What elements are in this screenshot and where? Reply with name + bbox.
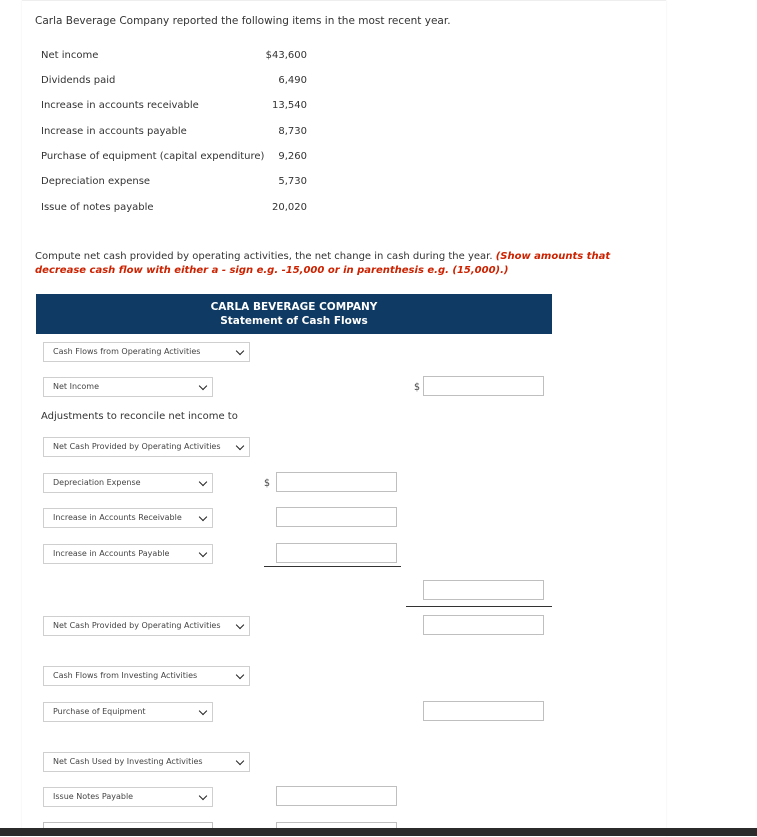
item-label-notes: Issue of notes payable — [41, 202, 154, 213]
select-label: Net Cash Used by Investing Activities — [53, 757, 203, 766]
increase-ar-amount-input[interactable] — [276, 507, 397, 527]
select-label: Net Income — [53, 382, 100, 391]
item-value-depreciation: 5,730 — [278, 176, 307, 187]
item-value-equipment: 9,260 — [278, 151, 307, 162]
select-increase-ar[interactable] — [43, 508, 213, 528]
chevron-down-icon — [236, 621, 244, 629]
item-value-ar: 13,540 — [272, 100, 307, 111]
issue-notes-amount-input[interactable] — [276, 786, 397, 806]
select-issue-notes[interactable] — [43, 787, 213, 807]
select-label: Cash Flows from Operating Activities — [53, 347, 201, 356]
company-name: CARLA BEVERAGE COMPANY — [210, 301, 378, 313]
statement-title: Statement of Cash Flows — [220, 315, 368, 327]
item-value-notes: 20,020 — [272, 202, 307, 213]
select-depreciation[interactable] — [43, 473, 213, 493]
increase-ap-amount-input[interactable] — [276, 543, 397, 563]
select-net-cash-investing[interactable] — [43, 752, 250, 772]
select-purchase-equipment[interactable] — [43, 702, 213, 722]
chevron-down-icon — [236, 757, 244, 765]
purchase-equipment-amount-input[interactable] — [423, 701, 544, 721]
select-increase-ap[interactable] — [43, 544, 213, 564]
select-investing-heading[interactable] — [43, 666, 250, 686]
select-label: Net Cash Provided by Operating Activities — [53, 442, 221, 451]
item-label-net-income: Net income — [41, 50, 99, 61]
total-adjustments-input[interactable] — [423, 580, 544, 600]
select-net-income[interactable] — [43, 377, 213, 397]
item-value-dividends: 6,490 — [278, 75, 307, 86]
chevron-down-icon — [236, 671, 244, 679]
item-label-ar: Increase in accounts receivable — [41, 100, 199, 111]
dollar-sign: $ — [414, 382, 421, 393]
select-label: Cash Flows from Investing Activities — [53, 671, 198, 680]
chevron-down-icon — [199, 478, 207, 486]
item-label-equipment: Purchase of equipment (capital expenditure) — [41, 151, 265, 162]
depreciation-amount-input[interactable] — [276, 472, 397, 492]
select-label: Purchase of Equipment — [53, 707, 146, 716]
chevron-down-icon — [236, 442, 244, 450]
chevron-down-icon — [199, 513, 207, 521]
intro-text: Carla Beverage Company reported the following items in the most recent year. — [35, 15, 451, 27]
item-value-ap: 8,730 — [278, 126, 307, 137]
question-text — [35, 250, 651, 278]
chevron-down-icon — [236, 347, 244, 355]
chevron-down-icon — [199, 707, 207, 715]
statement-header — [36, 294, 552, 334]
bottom-bar — [0, 828, 757, 836]
dollar-sign: $ — [264, 478, 271, 489]
item-value-net-income: $43,600 — [265, 50, 307, 61]
select-adjustments-to[interactable] — [43, 437, 250, 457]
chevron-down-icon — [199, 792, 207, 800]
select-label: Issue Notes Payable — [53, 792, 134, 801]
item-label-depreciation: Depreciation expense — [41, 176, 151, 187]
select-net-cash-operating[interactable] — [43, 616, 250, 636]
total-rule — [406, 606, 552, 607]
subtotal-rule — [264, 566, 401, 567]
adjustments-label: Adjustments to reconcile net income to — [41, 411, 238, 422]
select-label: Depreciation Expense — [53, 478, 141, 487]
question-hint: (Show amounts that decrease cash flow with either a - sign e.g. -15,000 or in parenthesis e.g. (15,000).) — [35, 251, 611, 276]
chevron-down-icon — [199, 382, 207, 390]
select-label: Increase in Accounts Payable — [53, 549, 170, 558]
select-operating-heading[interactable] — [43, 342, 250, 362]
item-label-dividends: Dividends paid — [41, 75, 116, 86]
select-label: Increase in Accounts Receivable — [53, 513, 182, 522]
item-label-ap: Increase in accounts payable — [41, 126, 187, 137]
question-main: Compute net cash provided by operating activities, the net change in cash during the year. — [35, 251, 493, 262]
net-cash-operating-input[interactable] — [423, 615, 544, 635]
chevron-down-icon — [199, 549, 207, 557]
select-label: Net Cash Provided by Operating Activities — [53, 621, 221, 630]
net-income-amount-input[interactable] — [423, 376, 544, 396]
